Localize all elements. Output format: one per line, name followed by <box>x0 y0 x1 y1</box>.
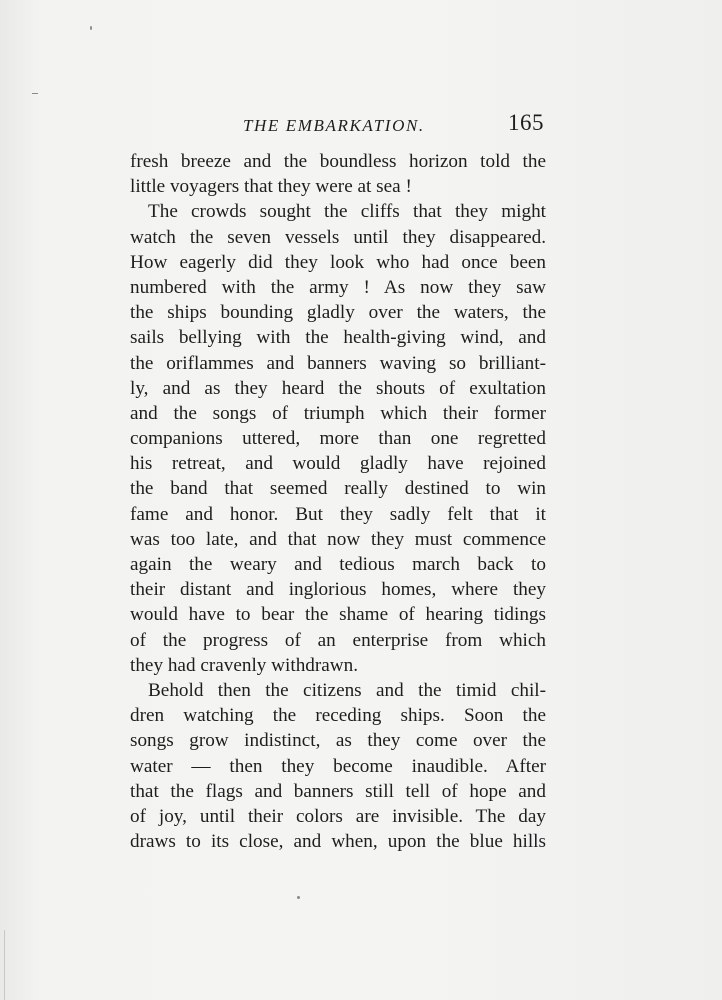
text-line: Behold then the citizens and the timid chil- <box>148 679 546 701</box>
text-line: that the flags and banners still tell of hope and <box>130 780 546 802</box>
ink-mark <box>32 93 38 94</box>
ink-mark <box>297 896 300 899</box>
text-line: The crowds sought the cliffs that they might <box>148 201 546 223</box>
text-line: fame and honor. But they sadly felt that it <box>130 503 546 525</box>
text-line: ly, and as they heard the shouts of exultation <box>130 377 546 399</box>
text-line: fresh breeze and the boundless horizon told the <box>130 151 546 172</box>
text-line: of the progress of an enterprise from which <box>130 629 546 651</box>
text-line: dren watching the receding ships. Soon the <box>130 705 546 727</box>
text-line: their distant and inglorious homes, where they <box>130 579 546 601</box>
text-line: little voyagers that they were at sea ! <box>130 176 412 198</box>
text-line: they had cravenly withdrawn. <box>130 654 359 676</box>
page-number: 165 <box>508 110 544 135</box>
text-line: the ships bounding gladly over the waters, the <box>130 302 546 324</box>
ink-mark <box>90 26 92 30</box>
text-line: again the weary and tedious march back to <box>130 554 546 575</box>
text-line: How eagerly did they look who had once been <box>130 251 546 273</box>
text-line: companions uttered, more than one regretted <box>130 428 546 450</box>
text-line: numbered with the army ! As now they saw <box>130 276 546 298</box>
text-line: his retreat, and would gladly have rejoined <box>130 453 546 475</box>
body-text <box>130 149 546 854</box>
text-line: watch the seven vessels until they disappeared. <box>130 226 546 248</box>
running-head: THE EMBARKATION. <box>243 116 425 135</box>
text-line: the band that seemed really destined to win <box>130 478 546 500</box>
text-line: and the songs of triumph which their former <box>130 402 546 424</box>
page-header <box>0 110 722 140</box>
text-line: would have to bear the shame of hearing tidings <box>130 604 546 626</box>
text-line: the oriflammes and banners waving so brilliant- <box>130 352 546 374</box>
text-line: draws to its close, and when, upon the blue hills <box>130 831 546 853</box>
text-line: water — then they become inaudible. After <box>130 755 546 777</box>
text-line: was too late, and that now they must commence <box>130 528 546 550</box>
page-edge-line <box>4 930 5 1000</box>
text-line: sails bellying with the health-giving wind, and <box>130 327 546 349</box>
text-line: of joy, until their colors are invisible. The day <box>130 805 546 827</box>
text-line: songs grow indistinct, as they come over the <box>130 730 546 752</box>
